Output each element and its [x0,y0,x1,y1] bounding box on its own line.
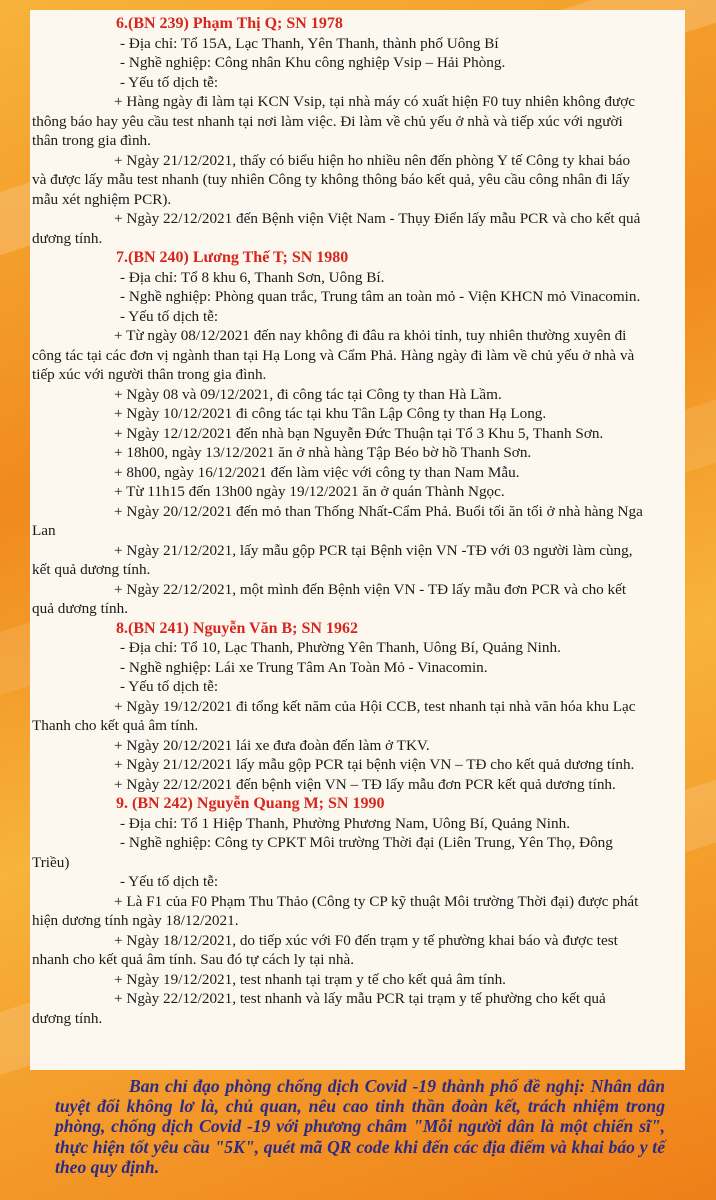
case-heading: 8.(BN 241) Nguyễn Văn B; SN 1962 [116,619,358,637]
case-list [32,14,644,1028]
case-detail: + Ngày 10/12/2021 đi công tác tại khu Tân Lập Công ty than Hạ Long. [114,405,547,422]
advisory-text: Ban chỉ đạo phòng chống dịch Covid -19 thành phố đề nghị: Nhân dân tuyệt đối không lơ là, chủ quan, nêu cao tinh thần đoàn kết, trách nhiệm trong phòng, chống dịch Covid -19 với phương châm "Mỗi người dân là một chiến sĩ", thực hiện tốt yêu cầu "5K", quét mã QR code khi đến các địa điểm và khai báo y tế theo quy định. [55,1076,665,1177]
case-detail: + Ngày 21/12/2021, thấy có biểu hiện ho nhiều nên đến phòng Y tế Công ty khai báo và được lấy mẫu test nhanh (tuy nhiên Công ty không thông báo kết quả, yêu cầu công nhân đi lấy mẫu xét nghiệm PCR). [32,151,631,208]
case-detail: + Ngày 18/12/2021, do tiếp xúc với F0 đến trạm y tế phường khai báo và được test nhanh cho kết quả âm tính. Sau đó tự cách ly tại nhà. [32,931,618,968]
case-detail: + Ngày 22/12/2021, test nhanh và lấy mẫu PCR tại trạm y tế phường cho kết quả dương tính. [32,990,606,1027]
case-detail: + Từ 11h15 đến 13h00 ngày 19/12/2021 ăn ở quán Thành Ngọc. [114,483,505,500]
case-detail: + Ngày 19/12/2021, test nhanh tại trạm y tế cho kết quả âm tính. [114,970,506,988]
case-address: - Địa chỉ: Tổ 1 Hiệp Thanh, Phường Phương Nam, Uông Bí, Quảng Ninh. [120,814,571,832]
case-epi-label: - Yếu tố dịch tễ: [120,307,219,325]
case-address: - Địa chỉ: Tổ 10, Lạc Thanh, Phường Yên Thanh, Uông Bí, Quảng Ninh. [120,639,561,656]
case-heading: 9. (BN 242) Nguyễn Quang M; SN 1990 [116,795,385,812]
case-detail: + 8h00, ngày 16/12/2021 đến làm việc với công ty than Nam Mẫu. [114,463,520,481]
case-occupation: - Nghề nghiệp: Công ty CPKT Môi trường Thời đại (Liên Trung, Yên Thọ, Đông Triều) [32,834,613,871]
case-detail: + Ngày 20/12/2021 lái xe đưa đoàn đến làm ở TKV. [114,736,430,754]
case-detail: + Ngày 19/12/2021 đi tổng kết năm của Hội CCB, test nhanh tại nhà văn hóa khu Lạc Thanh cho kết quả âm tính. [32,697,636,734]
case-detail: + 18h00, ngày 13/12/2021 ăn ở nhà hàng Tập Béo bờ hồ Thanh Sơn. [114,444,532,461]
case-address: - Địa chỉ: Tổ 15A, Lạc Thanh, Yên Thanh, thành phố Uông Bí [120,34,499,52]
case-occupation: - Nghề nghiệp: Lái xe Trung Tâm An Toàn Mỏ - Vinacomin. [120,658,488,676]
case-detail: + Ngày 21/12/2021 lấy mẫu gộp PCR tại bệnh viện VN – TĐ cho kết quả dương tính. [114,756,635,773]
case-detail: + Ngày 22/12/2021 đến Bệnh viện Việt Nam - Thụy Điển lấy mẫu PCR và cho kết quả dương tính. [32,210,641,247]
case-epi-label: - Yếu tố dịch tễ: [120,678,219,695]
case-epi-label: - Yếu tố dịch tễ: [120,73,219,91]
case-detail: + Ngày 22/12/2021 đến bệnh viện VN – TĐ lấy mẫu đơn PCR kết quả dương tính. [114,775,616,793]
case-detail: + Ngày 20/12/2021 đến mỏ than Thống Nhất-Cẩm Phả. Buổi tối ăn tối ở nhà hàng Nga Lan [32,502,643,539]
case-detail: + Ngày 21/12/2021, lấy mẫu gộp PCR tại Bệnh viện VN -TĐ với 03 người làm cùng, kết quả dương tính. [32,541,633,578]
case-detail: + Hàng ngày đi làm tại KCN Vsip, tại nhà máy có xuất hiện F0 tuy nhiên không được thông báo hay yêu cầu test nhanh tại nơi làm việc. Đi làm về chủ yếu ở nhà và tiếp xúc với người thân trong gia đình. [32,93,636,149]
case-address: - Địa chỉ: Tổ 8 khu 6, Thanh Sơn, Uông Bí. [120,268,385,286]
case-detail: + Là F1 của F0 Phạm Thu Thảo (Công ty CP kỹ thuật Môi trường Thời đại) được phát hiện dương tính ngày 18/12/2021. [32,892,639,929]
case-heading: 6.(BN 239) Phạm Thị Q; SN 1978 [116,15,343,32]
case-heading: 7.(BN 240) Lương Thế T; SN 1980 [116,249,349,266]
case-detail: + Ngày 08 và 09/12/2021, đi công tác tại Công ty than Hà Lầm. [114,385,502,403]
case-detail: + Ngày 22/12/2021, một mình đến Bệnh viện VN - TĐ lấy mẫu đơn PCR và cho kết quả dương tính. [32,580,627,617]
case-detail: + Từ ngày 08/12/2021 đến nay không đi đâu ra khỏi tỉnh, tuy nhiên thường xuyên đi công tác tại các đơn vị ngành than tại Hạ Long và Cẩm Phả. Hàng ngày đi làm về chủ yếu ở nhà và tiếp xúc với người thân trong gia đình. [32,327,635,383]
case-epi-label: - Yếu tố dịch tễ: [120,873,219,890]
advisory-footer [55,1076,665,1177]
case-detail: + Ngày 12/12/2021 đến nhà bạn Nguyễn Đức Thuận tại Tổ 3 Khu 5, Thanh Sơn. [114,424,604,442]
case-occupation: - Nghề nghiệp: Công nhân Khu công nghiệp Vsip – Hải Phòng. [120,54,506,71]
case-occupation: - Nghề nghiệp: Phòng quan trắc, Trung tâm an toàn mỏ - Viện KHCN mỏ Vinacomin. [120,288,641,305]
